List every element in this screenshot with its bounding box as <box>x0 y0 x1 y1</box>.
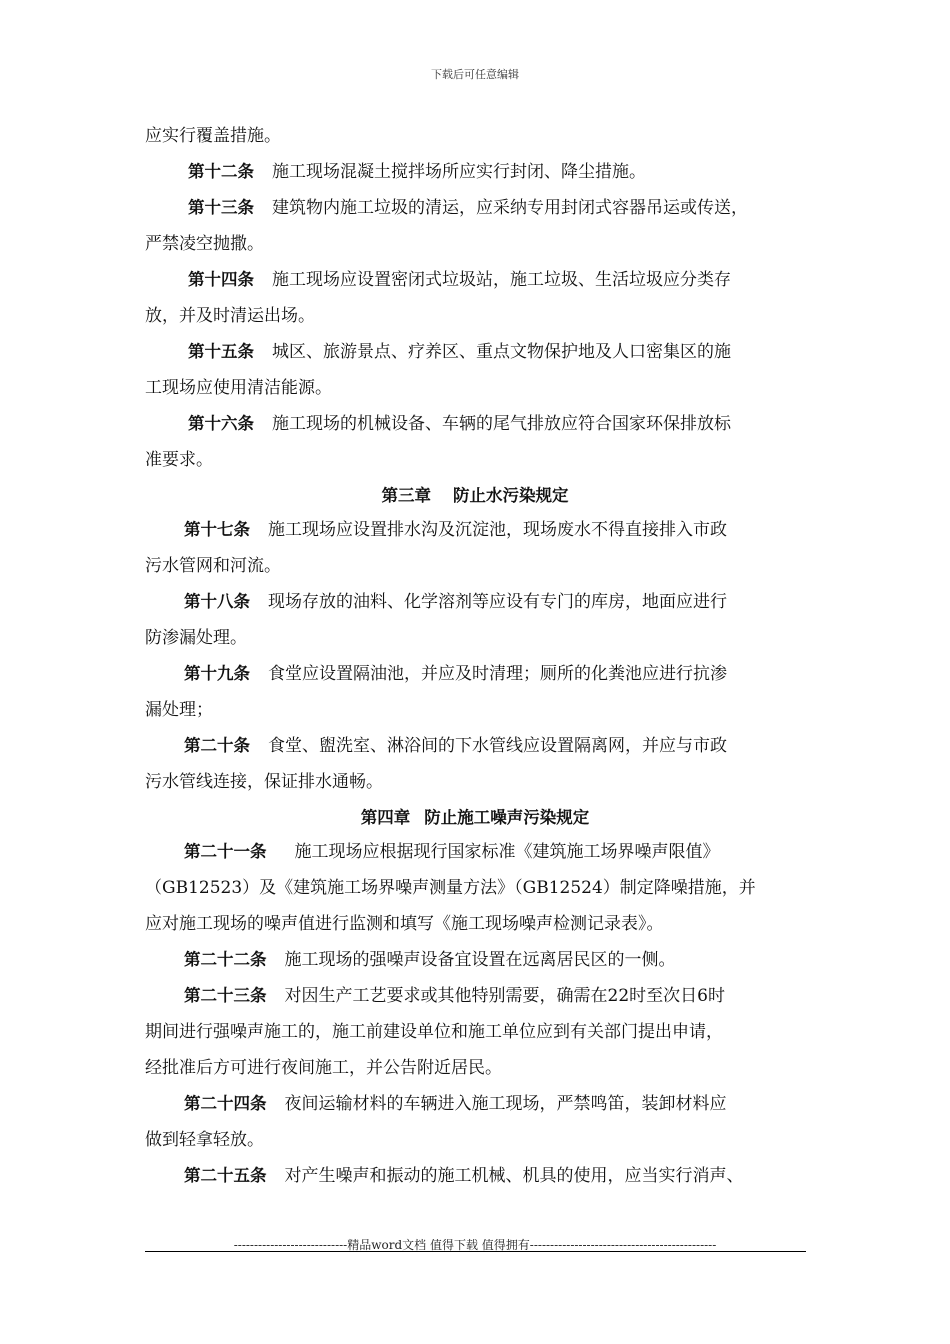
text-line: 做到轻拿轻放。 <box>145 1130 264 1150</box>
article-number: 第二十一条 <box>184 842 267 861</box>
article-text: 施工现场混凝土搅拌场所应实行封闭、降尘措施。 <box>272 162 646 182</box>
article-19 <box>184 662 727 686</box>
text-line: 严禁凌空抛撒。 <box>145 234 264 254</box>
article-text: 食堂、盥洗室、淋浴间的下水管线应设置隔离网，并应与市政 <box>268 736 727 756</box>
article-number: 第十五条 <box>188 342 254 361</box>
text-line: 应实行覆盖措施。 <box>145 126 281 146</box>
article-number: 第二十三条 <box>184 986 267 1005</box>
text-line: 工现场应使用清洁能源。 <box>145 378 332 398</box>
text-line: 期间进行强噪声施工的，施工前建设单位和施工单位应到有关部门提出申请， <box>145 1022 723 1042</box>
text-line: 放，并及时清运出场。 <box>145 306 315 326</box>
chapter-title: 防止施工噪声污染规定 <box>424 808 590 827</box>
article-number: 第二十四条 <box>184 1094 267 1113</box>
text-line: 准要求。 <box>145 450 213 470</box>
article-text: 施工现场应根据现行国家标准《建筑施工场界噪声限值》 <box>294 842 720 862</box>
article-number: 第二十条 <box>184 736 250 755</box>
article-21 <box>184 840 720 864</box>
article-text: 施工现场应设置排水沟及沉淀池，现场废水不得直接排入市政 <box>268 520 727 540</box>
article-20 <box>184 734 727 758</box>
article-14 <box>188 268 731 292</box>
text-line: 防渗漏处理。 <box>145 628 247 648</box>
text-line: 漏处理； <box>145 700 213 720</box>
article-23 <box>184 984 725 1008</box>
article-text: 施工现场的机械设备、车辆的尾气排放应符合国家环保排放标 <box>272 414 731 434</box>
chapter-heading <box>0 806 950 830</box>
article-number: 第十六条 <box>188 414 254 433</box>
article-text: 夜间运输材料的车辆进入施工现场，严禁鸣笛，装卸材料应 <box>284 1094 727 1114</box>
text-line: 污水管网和河流。 <box>145 556 281 576</box>
article-number: 第二十五条 <box>184 1166 267 1185</box>
text-line: 应对施工现场的噪声值进行监测和填写《施工现场噪声检测记录表》。 <box>145 914 664 934</box>
article-number: 第十四条 <box>188 270 254 289</box>
footer-rule <box>145 1251 806 1252</box>
article-number: 第十三条 <box>188 198 254 217</box>
page-header: 下载后可任意编辑 <box>431 68 519 81</box>
chapter-number: 第四章 <box>360 808 411 827</box>
article-number: 第十八条 <box>184 592 250 611</box>
chapter-number: 第三章 <box>381 486 431 505</box>
article-text: 施工现场应设置密闭式垃圾站，施工垃圾、生活垃圾应分类存 <box>272 270 731 290</box>
page-footer: ----------------------------精品word文档 值得下载 值得拥有---------------------------------------------- <box>233 1238 717 1252</box>
article-12 <box>188 160 646 184</box>
chapter-heading <box>0 484 950 508</box>
article-24 <box>184 1092 727 1116</box>
article-text: 食堂应设置隔油池，并应及时清理；厕所的化粪池应进行抗渗 <box>268 664 727 684</box>
article-number: 第二十二条 <box>184 950 267 969</box>
chapter-title: 防止水污染规定 <box>453 486 569 505</box>
article-text: 建筑物内施工垃圾的清运，应采纳专用封闭式容器吊运或传送， <box>272 198 748 218</box>
article-text: 对产生噪声和振动的施工机械、机具的使用，应当实行消声、 <box>284 1166 744 1186</box>
text-line: 经批准后方可进行夜间施工，并公告附近居民。 <box>145 1058 502 1078</box>
article-number: 第十九条 <box>184 664 250 683</box>
text-line: （GB12523）及《建筑施工场界噪声测量方法》（GB12524）制定降噪措施，并 <box>145 878 756 898</box>
article-number: 第十七条 <box>184 520 250 539</box>
article-13 <box>188 196 748 220</box>
article-text: 现场存放的油料、化学溶剂等应设有专门的库房，地面应进行 <box>268 592 727 612</box>
article-17 <box>184 518 727 542</box>
text-line: 污水管线连接，保证排水通畅。 <box>145 772 383 792</box>
article-16 <box>188 412 731 436</box>
article-text: 施工现场的强噪声设备宜设置在远离居民区的一侧。 <box>284 950 676 970</box>
article-25 <box>184 1164 744 1188</box>
article-22 <box>184 948 676 972</box>
article-text: 城区、旅游景点、疗养区、重点文物保护地及人口密集区的施 <box>272 342 731 362</box>
article-number: 第十二条 <box>188 162 254 181</box>
article-text: 对因生产工艺要求或其他特别需要，确需在22时至次日6时 <box>284 986 725 1006</box>
article-15 <box>188 340 731 364</box>
article-18 <box>184 590 727 614</box>
